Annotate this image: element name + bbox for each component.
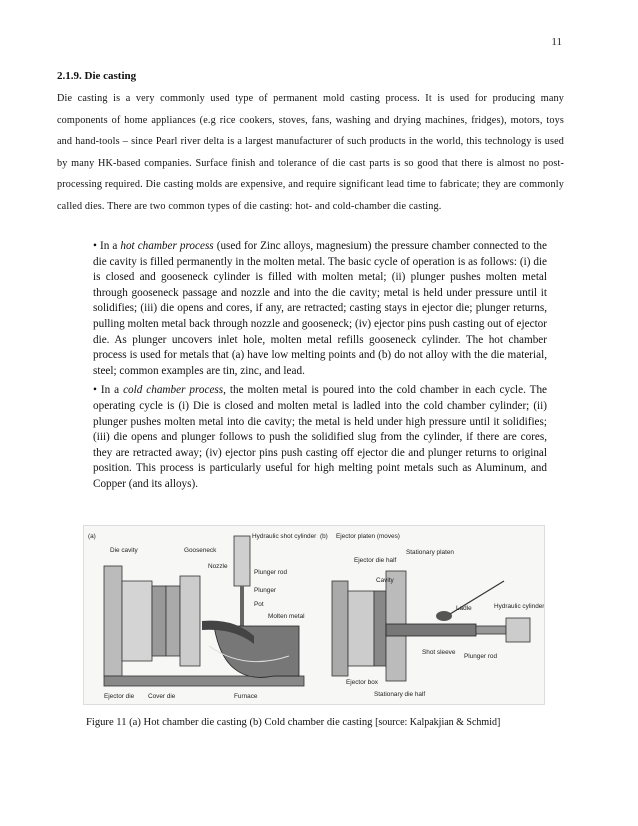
fig-a-ejector-die-label: Ejector die	[104, 693, 135, 700]
section-heading: 2.1.9. Die casting	[57, 70, 137, 82]
fig-b-stationary-platen-label: Stationary platen	[406, 549, 454, 556]
fig-b-ejector-platen-label: Ejector platen (moves)	[336, 533, 400, 540]
cold-chamber-diagram	[320, 533, 544, 698]
fig-a-plunger-rod-label: Plunger rod	[254, 569, 288, 576]
cold-chamber-bullet	[93, 383, 547, 492]
fig-a-nozzle-label: Nozzle	[208, 563, 228, 570]
fig-a-die-cavity-label: Die cavity	[110, 547, 138, 554]
cold-chamber-term: cold chamber process	[123, 384, 224, 397]
intro-paragraph: Die casting is a very commonly used type of permanent mold casting process. It is used for producing many components of home appliances (e.g rice cookers, stoves, fans, washing and drying machines, fridges), motors, toys and hand-tools – since Pearl river delta is a largest manufacturer of such products in the world, this technology is used by many HK-based companies. Surface finish and tolerance of die cast parts is so good that there is almost no post-processing required. Die casting molds are expensive, and require significant lead time to fabricate; they are commonly called dies. There are two common types of die casting: hot- and cold-chamber die casting.	[57, 93, 564, 212]
hot-chamber-diagram	[88, 533, 317, 700]
fig-a-hydraulic-label: Hydraulic shot cylinder	[252, 533, 317, 540]
fig-a-plunger-label: Plunger	[254, 587, 277, 594]
fig-b-shot-sleeve-label: Shot sleeve	[422, 649, 456, 656]
die-casting-figure	[83, 525, 545, 705]
hot-bullet-body: (used for Zinc alloys, magnesium) the pressure chamber connected to the die cavity is filled permanently in the molten metal. The basic cycle of operation is as follows: (i) die is closed and gooseneck cylinder is filled with molten metal; (ii) plunger pushes molten metal through gooseneck passage and nozzle and into the die cavity; metal is held under pressure until it solidifies; (iii) die opens and cores, if any, are retracted; casting stays in ejector die; plunger returns, pulling molten metal back through nozzle and gooseneck; (iv) ejector pins push casting out of ejector die. As plunger uncovers inlet hole, molten metal refills gooseneck cylinder. The hot chamber process is used for metals that (a) have low melting points and (b) do not alloy with the die material, steel; common examples are tin, zinc, and lead.	[93, 240, 547, 377]
fig-a-pot-label: Pot	[254, 601, 264, 608]
fig-a-panel-label: (a)	[88, 533, 96, 540]
hot-chamber-bullet	[93, 239, 547, 379]
fig-b-ejector-die-half-label: Ejector die half	[354, 557, 397, 564]
cold-bullet-prefix: • In a	[93, 384, 124, 397]
fig-b-plunger-rod-label: Plunger rod	[464, 653, 498, 660]
fig-b-ejector-box-label: Ejector box	[346, 679, 378, 686]
die-casting-illustration	[84, 526, 544, 704]
hot-bullet-prefix: • In a	[93, 240, 121, 252]
fig-a-gooseneck-label: Gooseneck	[184, 547, 217, 554]
fig-b-panel-label: (b)	[320, 533, 328, 540]
caption-text: Figure 11 (a) Hot chamber die casting (b) Cold chamber die casting	[86, 717, 376, 728]
fig-a-furnace-label: Furnace	[234, 693, 258, 700]
figure-caption	[86, 717, 566, 728]
hot-chamber-term: hot chamber process	[120, 240, 214, 252]
cold-bullet-body: , the molten metal is poured into the cold chamber in each cycle. The operating cycle is (i) Die is closed and molten metal is ladled into the cold chamber cylinder; (ii) plunger pushes molten metal into die cavity; the metal is held under high pressure until it solidifies; (iii) die opens and plunger follows to push the solidified slug from the cylinder, if there are cores, they are retracted away; (iv) ejector pins push casting off ejector die and plunger returns to original position. This process is particularly useful for high melting point metals such as Aluminum, and Copper (and its alloys).	[93, 384, 548, 490]
fig-b-hydraulic-label: Hydraulic cylinder	[494, 603, 544, 610]
fig-b-ladle-label: Ladle	[456, 605, 472, 612]
fig-a-molten-label: Molten metal	[268, 613, 305, 620]
fig-a-cover-die-label: Cover die	[148, 693, 176, 700]
fig-b-cavity-label: Cavity	[376, 577, 394, 584]
page-number: 11	[551, 36, 562, 48]
fig-b-stationary-die-half-label: Stationary die half	[374, 691, 426, 698]
caption-source: [source: Kalpakjian & Schmid]	[375, 717, 501, 728]
process-bullet-list	[93, 239, 547, 497]
